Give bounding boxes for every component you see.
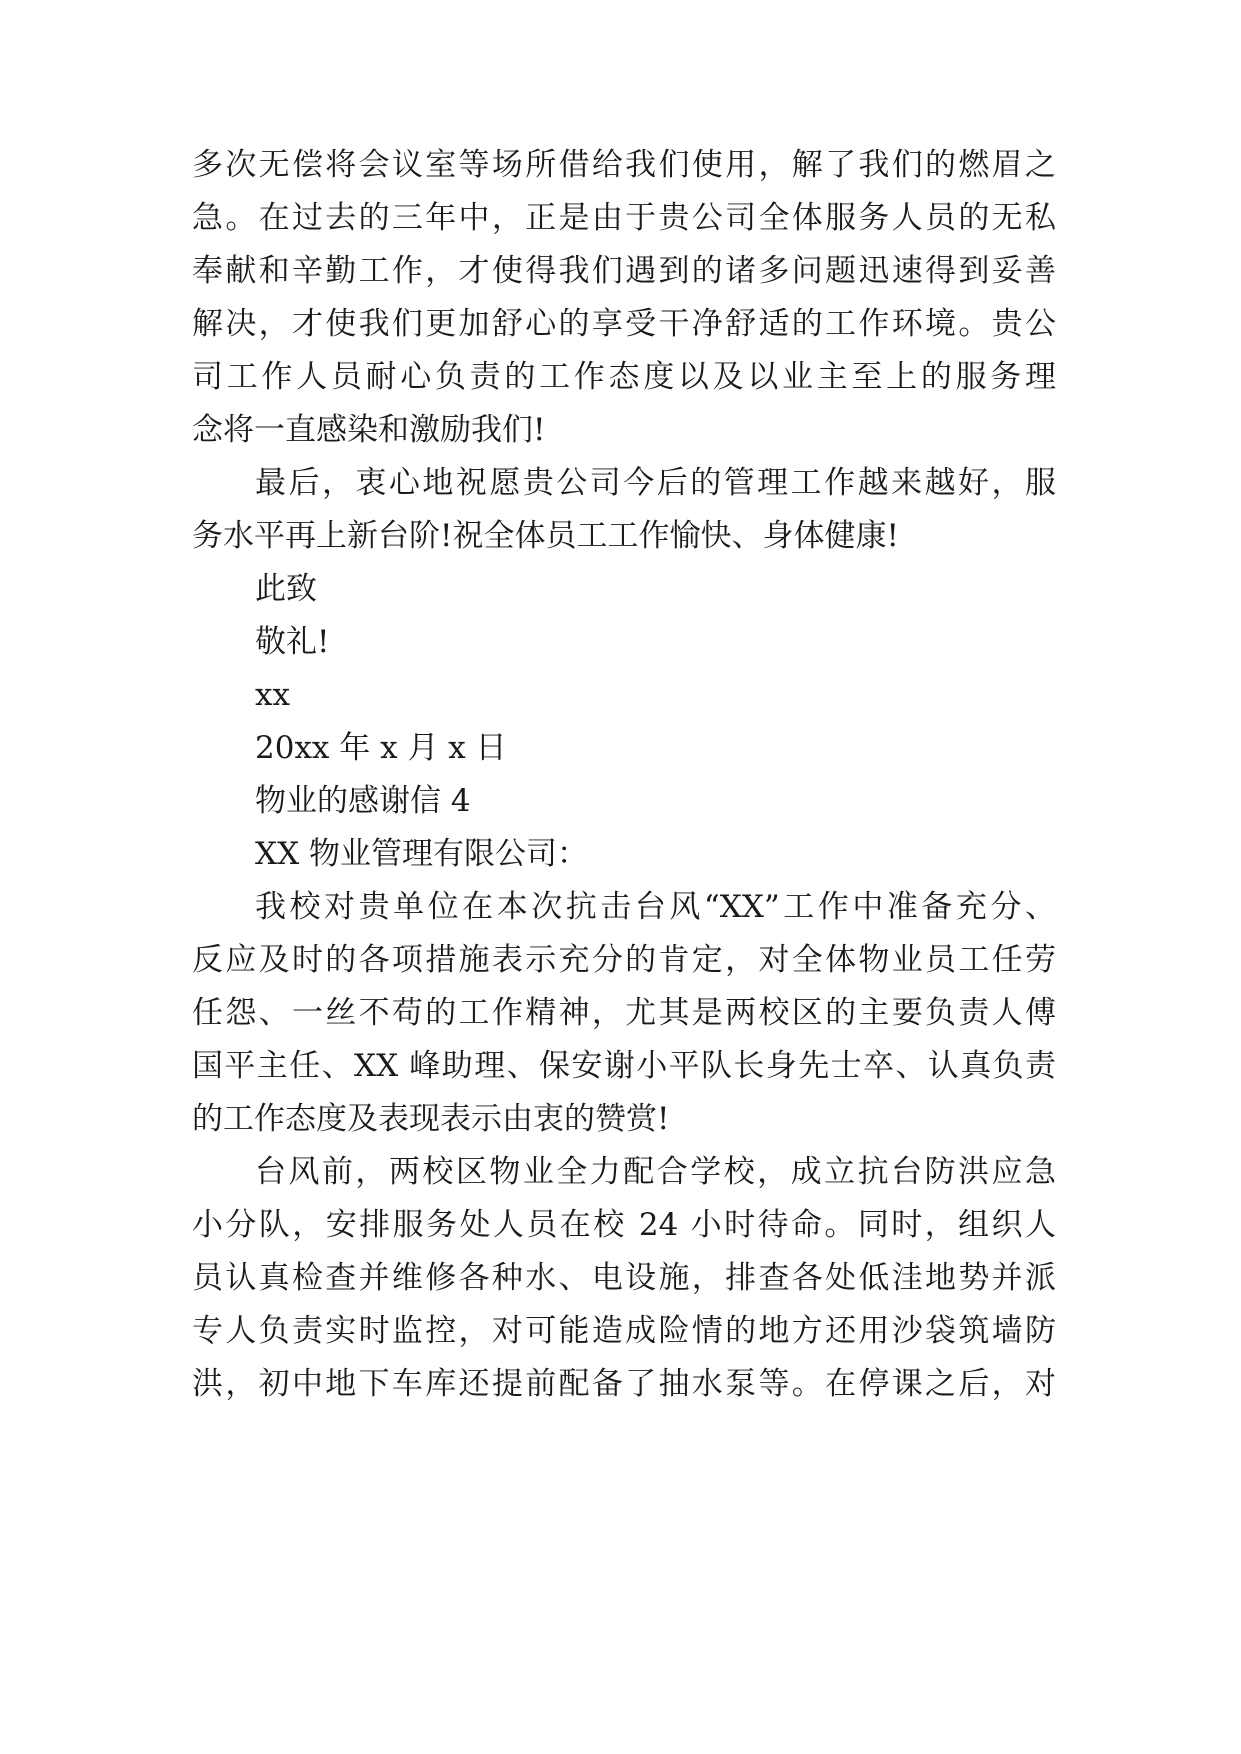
- paragraph-line: 司工作人员耐心负责的工作态度以及以业主至上的服务理: [192, 359, 1056, 395]
- paragraph-line: 台风前，两校区物业全力配合学校，成立抗台防洪应急: [255, 1154, 1056, 1190]
- letter-title: 物业的感谢信 4: [255, 783, 471, 819]
- closing: 此致: [255, 571, 317, 607]
- signature: xx: [255, 677, 290, 713]
- paragraph-line: 奉献和辛勤工作，才使得我们遇到的诸多问题迅速得到妥善: [192, 253, 1056, 289]
- paragraph-line: 国平主任、XX 峰助理、保安谢小平队长身先士卒、认真负责: [192, 1048, 1056, 1084]
- paragraph-line: 小分队，安排服务处人员在校 24 小时待命。同时，组织人: [192, 1207, 1056, 1243]
- addressee: XX 物业管理有限公司：: [255, 836, 588, 872]
- paragraph-line: 反应及时的各项措施表示充分的肯定，对全体物业员工任劳: [192, 942, 1056, 978]
- salutation: 敬礼!: [255, 624, 330, 660]
- paragraph-line: 务水平再上新台阶!祝全体员工工作愉快、身体健康!: [192, 518, 899, 554]
- paragraph-line: 专人负责实时监控，对可能造成险情的地方还用沙袋筑墙防: [192, 1313, 1056, 1349]
- paragraph-line: 洪，初中地下车库还提前配备了抽水泵等。在停课之后，对: [192, 1366, 1056, 1402]
- paragraph-line: 急。在过去的三年中，正是由于贵公司全体服务人员的无私: [192, 200, 1056, 236]
- paragraph-line: 念将一直感染和激励我们!: [192, 412, 546, 448]
- paragraph-line: 的工作态度及表现表示由衷的赞赏!: [192, 1101, 670, 1137]
- paragraph-line: 解决，才使我们更加舒心的享受干净舒适的工作环境。贵公: [192, 306, 1056, 342]
- letter-date: 20xx 年 x 月 x 日: [255, 730, 507, 766]
- paragraph-line: 任怨、一丝不苟的工作精神，尤其是两校区的主要负责人傅: [192, 995, 1056, 1031]
- paragraph-line: 我校对贵单位在本次抗击台风“XX”工作中准备充分、: [255, 889, 1056, 925]
- paragraph-line: 最后，衷心地祝愿贵公司今后的管理工作越来越好，服: [255, 465, 1056, 501]
- paragraph-line: 多次无偿将会议室等场所借给我们使用，解了我们的燃眉之: [192, 147, 1056, 183]
- paragraph-line: 员认真检查并维修各种水、电设施，排查各处低洼地势并派: [192, 1260, 1056, 1296]
